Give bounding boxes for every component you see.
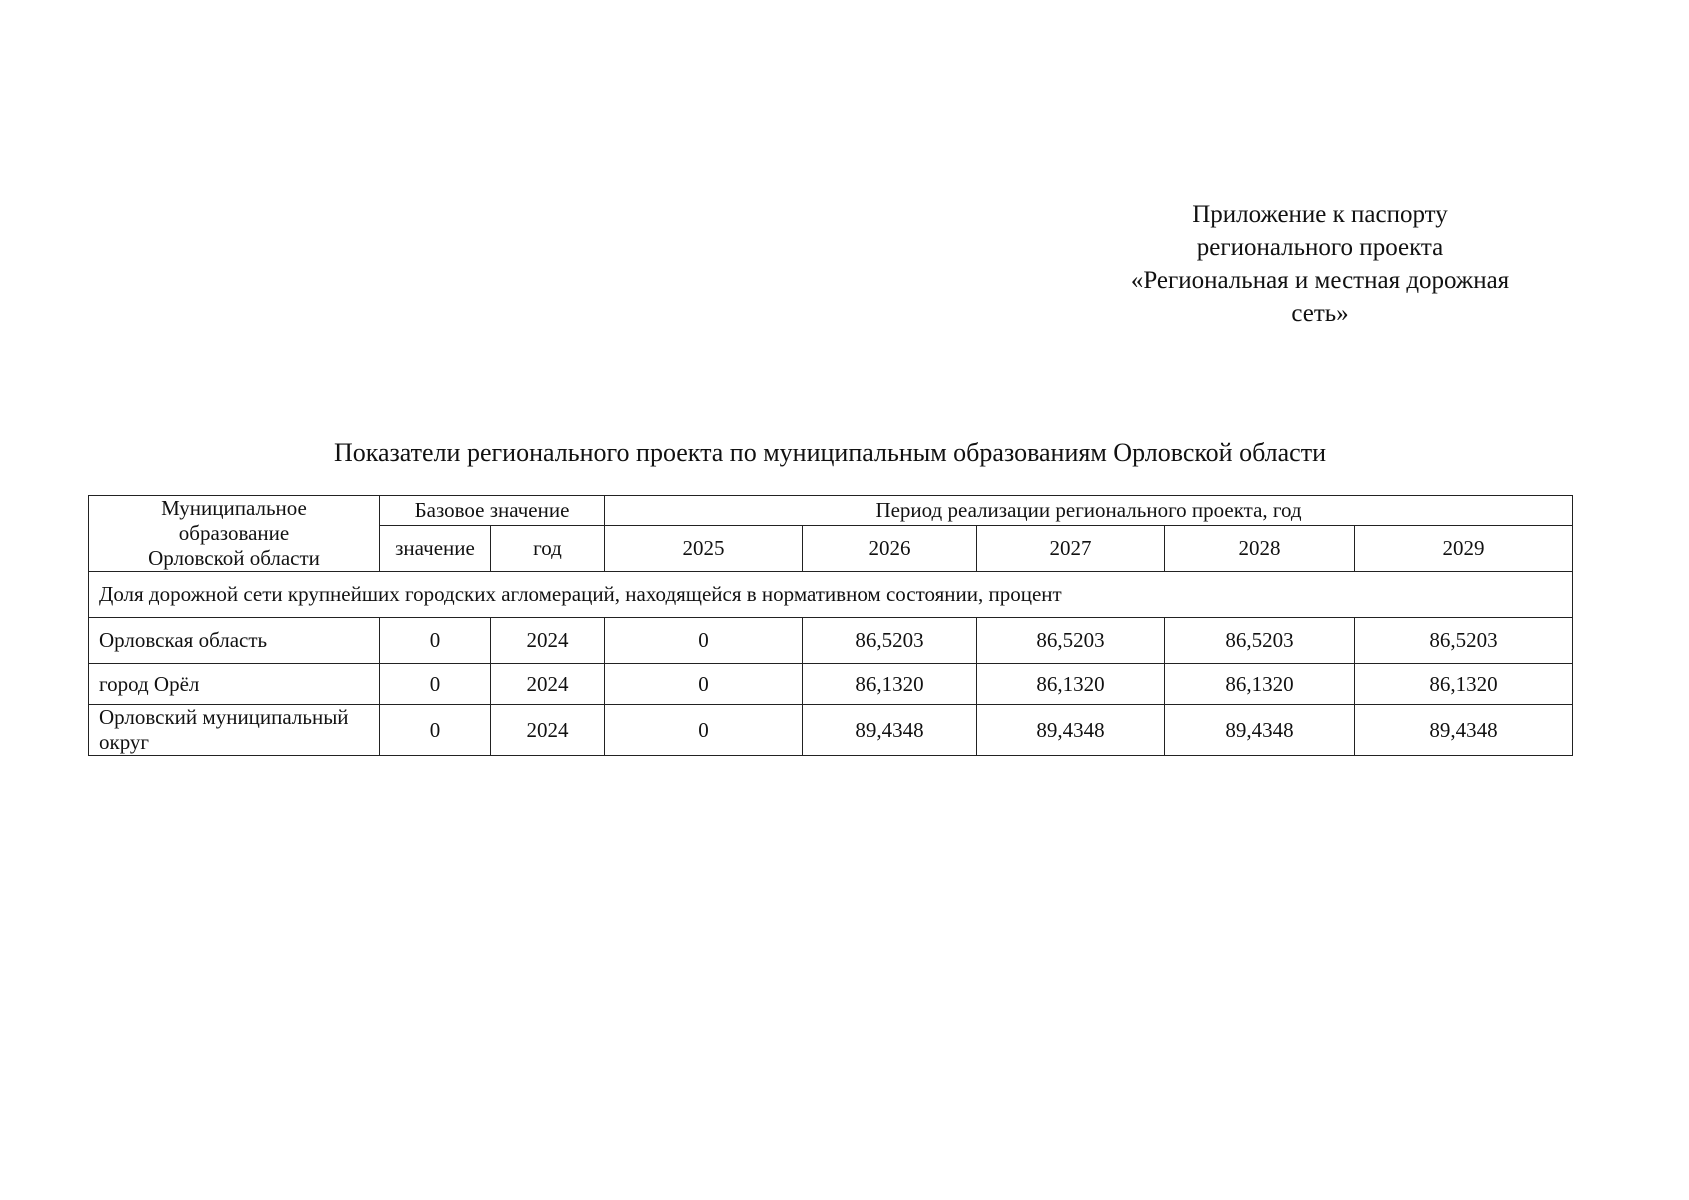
section-row — [89, 572, 1573, 618]
row-value-2027: 89,4348 — [977, 705, 1165, 756]
header-base-year: год — [491, 526, 605, 572]
row-value-2029: 89,4348 — [1355, 705, 1573, 756]
table-row — [89, 664, 1573, 705]
annex-line-3: «Региональная и местная дорожная — [1130, 267, 1510, 294]
annex-line-4: сеть» — [1291, 300, 1349, 327]
header-municipality-line-3: Орловской области — [148, 546, 320, 570]
header-year-2025: 2025 — [605, 526, 803, 572]
row-value-2025: 0 — [605, 705, 803, 756]
row-base-year: 2024 — [491, 664, 605, 705]
header-base-value: значение — [380, 526, 491, 572]
header-year-2026: 2026 — [803, 526, 977, 572]
row-value-2026: 86,1320 — [803, 664, 977, 705]
document-title: Показатели регионального проекта по муниципальным образованиям Орловской области — [333, 438, 1326, 467]
row-name: Орловская область — [89, 618, 380, 664]
row-base-value: 0 — [380, 618, 491, 664]
header-year-2029: 2029 — [1355, 526, 1573, 572]
header-year-2027: 2027 — [977, 526, 1165, 572]
row-value-2026: 86,5203 — [803, 618, 977, 664]
header-row-1 — [89, 496, 1573, 526]
row-base-year: 2024 — [491, 705, 605, 756]
row-value-2028: 89,4348 — [1165, 705, 1355, 756]
table-row — [89, 618, 1573, 664]
annex-heading — [1090, 198, 1550, 330]
header-municipality-line-2: образование — [178, 521, 290, 545]
indicators-table — [88, 495, 1573, 756]
header-municipality-line-1: Муниципальное — [161, 496, 307, 520]
header-year-2028: 2028 — [1165, 526, 1355, 572]
row-value-2025: 0 — [605, 664, 803, 705]
row-value-2027: 86,1320 — [977, 664, 1165, 705]
row-value-2027: 86,5203 — [977, 618, 1165, 664]
row-base-value: 0 — [380, 705, 491, 756]
row-base-value: 0 — [380, 664, 491, 705]
row-value-2028: 86,1320 — [1165, 664, 1355, 705]
row-value-2025: 0 — [605, 618, 803, 664]
header-period: Период реализации регионального проекта, год — [605, 496, 1573, 526]
table-row — [89, 705, 1573, 756]
row-name: город Орёл — [89, 664, 380, 705]
annex-line-2: регионального проекта — [1196, 234, 1444, 261]
row-base-year: 2024 — [491, 618, 605, 664]
row-value-2029: 86,5203 — [1355, 618, 1573, 664]
row-value-2028: 86,5203 — [1165, 618, 1355, 664]
row-name: Орловский муниципальный округ — [89, 705, 380, 756]
annex-line-1: Приложение к паспорту — [1192, 201, 1448, 228]
header-municipality — [89, 496, 380, 572]
section-label: Доля дорожной сети крупнейших городских агломераций, находящейся в нормативном состоянии, процент — [89, 572, 1573, 618]
header-base: Базовое значение — [380, 496, 605, 526]
row-value-2029: 86,1320 — [1355, 664, 1573, 705]
row-value-2026: 89,4348 — [803, 705, 977, 756]
